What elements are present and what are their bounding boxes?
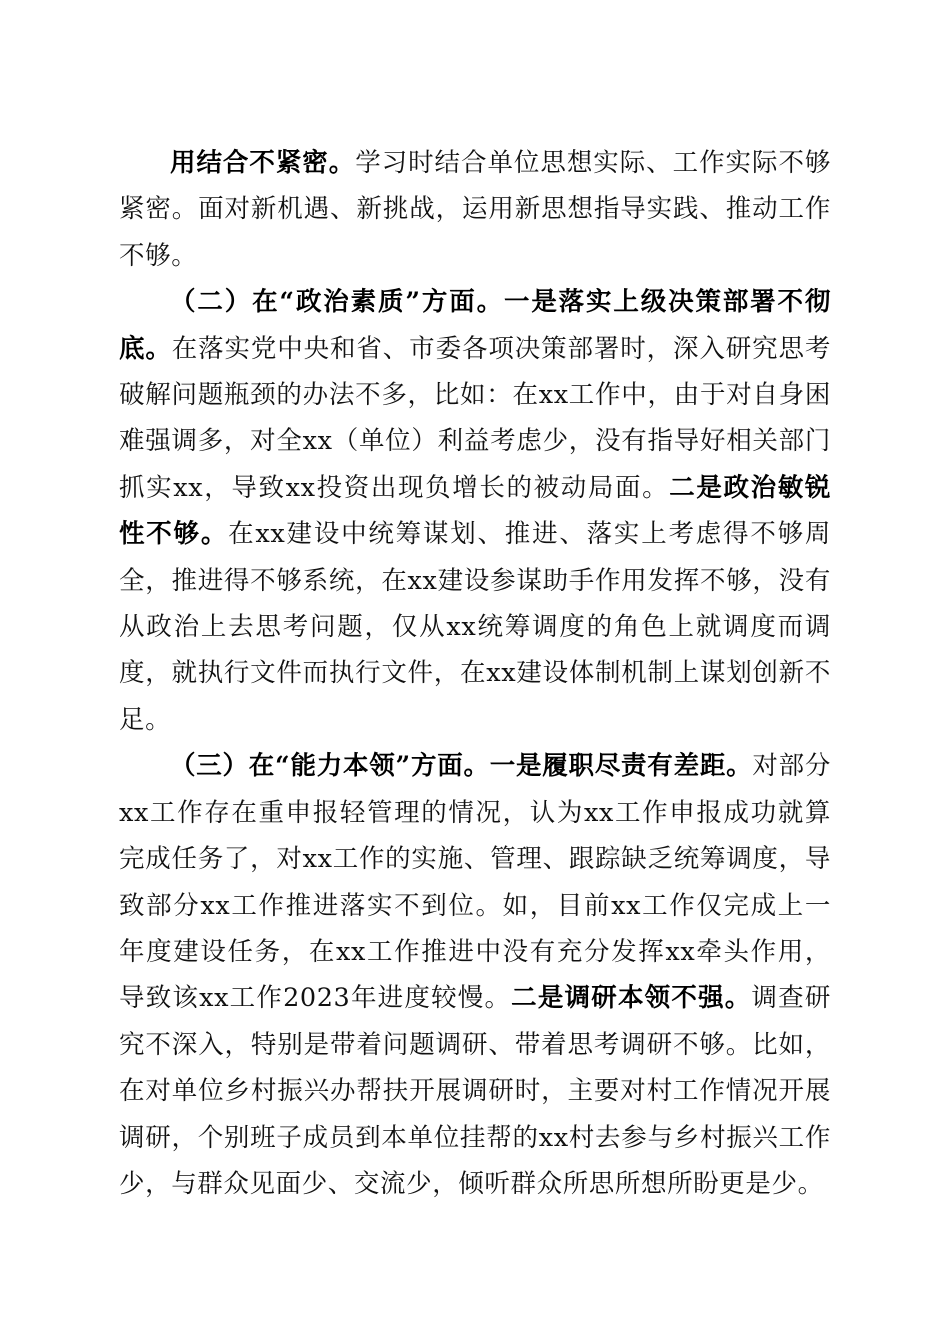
paragraph-2-political-quality	[119, 279, 831, 743]
paragraph-1	[119, 140, 831, 279]
body-text: 调查研究不深入，特别是带着问题调研、带着思考调研不够。比如，在对单位乡村振兴办帮扶开展调研时，主要对村工作情况开展调研，个别班子成员到本单位挂帮的xx村去参与乡村振兴工作少，与群众见面少、交流少，倾听群众所思所想所盼更是少。	[119, 983, 831, 1199]
body-text: 在落实党中央和省、市委各项决策部署时，深入研究思考破解问题瓶颈的办法不多，比如：在xx工作中，由于对自身困难强调多，对全xx（单位）利益考虑少，没有指导好相关部门抓实xx，导致xx投资出现负增长的被动局面。	[119, 333, 831, 503]
document-body	[119, 140, 831, 1207]
bold-heading: 用结合不紧密。	[170, 148, 356, 178]
bold-heading: 二是政治敏锐性不够。	[119, 472, 831, 550]
paragraph-3-ability	[119, 743, 831, 1207]
body-text: 对部分xx工作存在重申报轻管理的情况，认为xx工作申报成功就算完成任务了，对xx工作的实施、管理、跟踪缺乏统筹调度，导致部分xx工作推进落实不到位。如，目前xx工作仅完成上一年度建设任务，在xx工作推进中没有充分发挥xx牵头作用，导致该xx工作2023年进度较慢。	[119, 751, 831, 1014]
body-text: 学习时结合单位思想实际、工作实际不够紧密。面对新机遇、新挑战，运用新思想指导实践、推动工作不够。	[119, 148, 831, 271]
body-text: 在xx建设中统筹谋划、推进、落实上考虑得不够周全，推进得不够系统，在xx建设参谋助手作用发挥不够，没有从政治上去思考问题，仅从xx统筹调度的角色上就调度而调度，就执行文件而执行文件，在xx建设体制机制上谋划创新不足。	[119, 519, 831, 735]
bold-heading: 二是调研本领不强。	[511, 983, 752, 1014]
bold-heading: （二）在“政治素质”方面。一是落实上级决策部署不彻底。	[119, 287, 831, 364]
bold-heading: （三）在“能力本领”方面。一是履职尽责有差距。	[170, 751, 753, 782]
